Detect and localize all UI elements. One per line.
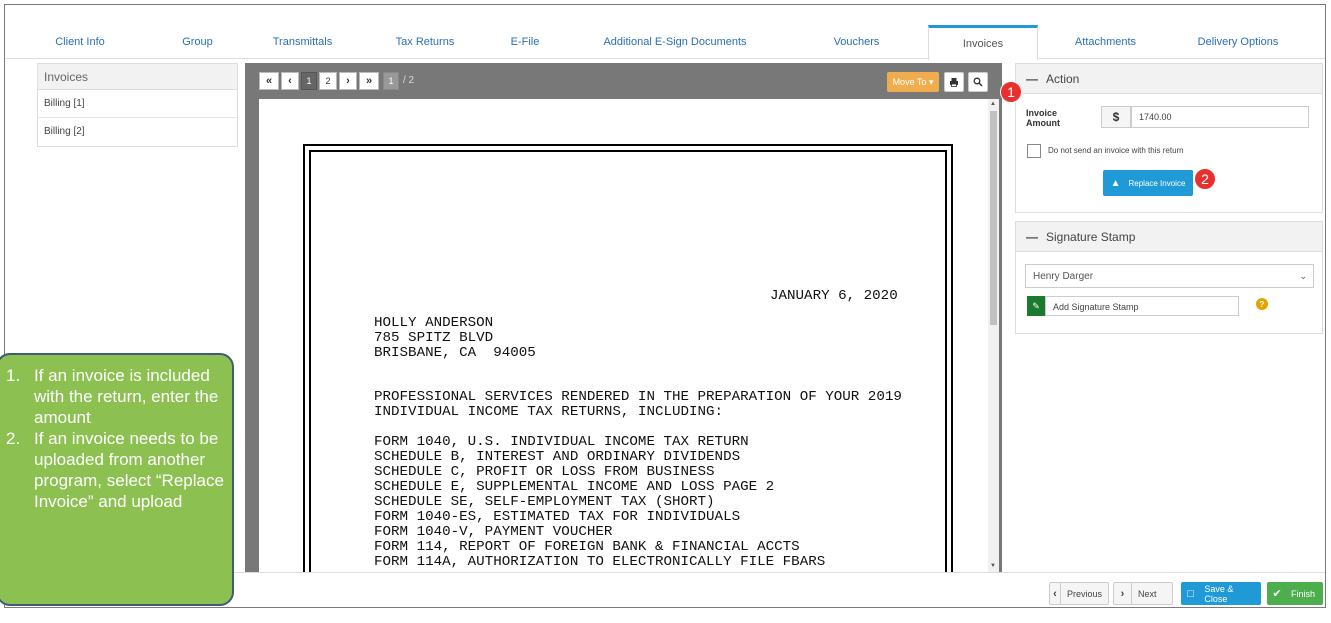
address-line: 785 SPITZ BLVD — [374, 330, 494, 346]
tab-delivery-options[interactable]: Delivery Options — [1197, 36, 1279, 48]
callout-step-text: If an invoice needs to be uploaded from another program, select “Replace Invoice” and upload — [34, 429, 224, 511]
no-invoice-label: Do not send an invoice with this return — [1048, 146, 1184, 155]
form-line: SCHEDULE SE, SELF-EMPLOYMENT TAX (SHORT) — [374, 494, 715, 510]
form-line: SCHEDULE E, SUPPLEMENTAL INCOME AND LOSS PAGE 2 — [374, 479, 775, 495]
document-viewer — [245, 63, 1002, 573]
next-page-button[interactable]: › — [339, 72, 357, 90]
action-panel-header[interactable] — [1016, 64, 1322, 94]
signature-title: Signature Stamp — [1046, 230, 1136, 244]
callout-step-number: 2. — [6, 429, 21, 448]
invoices-list-panel — [37, 63, 238, 147]
page-1-button[interactable]: 1 — [301, 72, 317, 90]
page-2-button[interactable]: 2 — [319, 72, 337, 90]
page-count: / 2 — [403, 75, 415, 86]
callout-step-text: If an invoice is included with the return, enter the amount — [34, 366, 219, 427]
signature-stamp-panel — [1015, 221, 1323, 334]
tab-client-info[interactable]: Client Info — [55, 36, 105, 48]
document-page — [259, 99, 999, 573]
form-line: SCHEDULE C, PROFIT OR LOSS FROM BUSINESS — [374, 464, 715, 480]
invoice-amount-input[interactable]: 1740.00 — [1131, 106, 1309, 128]
tab-vouchers[interactable]: Vouchers — [833, 36, 880, 48]
callout-step-2 — [2, 428, 228, 512]
scroll-up-icon[interactable]: ▲ — [990, 101, 996, 107]
tab-invoices[interactable]: Invoices — [928, 25, 1038, 60]
next-label: Next — [1138, 588, 1157, 599]
invoice-label-line: Invoice — [1026, 108, 1058, 118]
tab-attachments[interactable]: Attachments — [1074, 36, 1137, 48]
last-page-button[interactable]: » — [359, 72, 379, 90]
document-scrollbar[interactable] — [988, 99, 999, 573]
invoices-list-header: Invoices — [38, 64, 237, 90]
signature-panel-header[interactable] — [1016, 222, 1322, 252]
step-badge-1: 1 — [1000, 81, 1022, 103]
amount-label-line: Amount — [1026, 118, 1060, 128]
scroll-down-icon[interactable]: ▼ — [990, 563, 996, 569]
invoice-amount-label — [1026, 108, 1060, 128]
save-close-label: Save & Close — [1204, 583, 1234, 604]
previous-label: Previous — [1066, 588, 1102, 599]
currency-addon: $ — [1101, 106, 1131, 128]
form-line: SCHEDULE B, INTEREST AND ORDINARY DIVIDENDS — [374, 449, 741, 465]
action-title: Action — [1046, 72, 1080, 86]
list-item-billing-1[interactable]: Billing [1] — [38, 90, 237, 118]
chevron-down-icon: ⌄ — [1299, 271, 1307, 281]
tab-e-file[interactable]: E-File — [510, 36, 540, 48]
collapse-icon[interactable]: — — [1026, 230, 1038, 244]
invoice-document — [259, 99, 988, 570]
form-line: FORM 1040, U.S. INDIVIDUAL INCOME TAX RETURN — [374, 434, 749, 450]
replace-invoice-label: Replace Invoice — [1128, 178, 1186, 188]
finish-button[interactable] — [1267, 582, 1323, 605]
finish-label: Finish — [1291, 588, 1316, 599]
form-line: FORM 1040-V, PAYMENT VOUCHER — [374, 524, 613, 540]
check-icon: ✔ — [1272, 588, 1282, 600]
callout-step-number: 1. — [6, 366, 21, 385]
help-icon[interactable]: ? — [1256, 298, 1268, 310]
add-signature-stamp-field[interactable]: Add Signature Stamp — [1045, 296, 1239, 316]
form-line: FORM 1040-ES, ESTIMATED TAX FOR INDIVIDUALS — [374, 509, 741, 525]
collapse-icon[interactable]: — — [1026, 72, 1038, 86]
upload-user-icon: ▲ — [1110, 177, 1121, 189]
move-to-button[interactable]: Move To ▾ — [887, 72, 939, 92]
invoice-date: JANUARY 6, 2020 — [770, 288, 898, 304]
next-button[interactable] — [1113, 582, 1173, 605]
tab-tax-returns[interactable]: Tax Returns — [395, 36, 455, 48]
form-line: FORM 114, REPORT OF FOREIGN BANK & FINANCIAL ACCTS — [374, 539, 800, 555]
address-line: BRISBANE, CA 94005 — [374, 345, 536, 361]
viewer-toolbar — [245, 63, 1002, 97]
chevron-right-icon: › — [1114, 583, 1132, 604]
search-icon[interactable] — [968, 72, 988, 92]
address-line: HOLLY ANDERSON — [374, 315, 494, 331]
no-invoice-checkbox[interactable] — [1027, 144, 1041, 158]
tab-bar — [5, 25, 1325, 59]
page-number-input[interactable]: 1 — [383, 72, 399, 90]
intro-line: INDIVIDUAL INCOME TAX RETURNS, INCLUDING: — [374, 404, 724, 420]
signature-select[interactable] — [1025, 264, 1314, 288]
signature-selected-value: Henry Darger — [1033, 271, 1094, 282]
action-panel — [1015, 63, 1323, 213]
tab-transmittals[interactable]: Transmittals — [272, 36, 333, 48]
tab-group[interactable]: Group — [182, 36, 213, 48]
intro-line: PROFESSIONAL SERVICES RENDERED IN THE PREPARATION OF YOUR 2019 — [374, 389, 902, 405]
previous-button[interactable] — [1049, 582, 1109, 605]
save-close-button[interactable] — [1181, 582, 1261, 605]
form-line: FORM 114A, AUTHORIZATION TO ELECTRONICALLY FILE FBARS — [374, 554, 826, 570]
list-item-billing-2[interactable]: Billing [2] — [44, 126, 85, 137]
scroll-thumb[interactable] — [990, 111, 997, 325]
callout-step-1 — [2, 365, 228, 428]
step-badge-2: 2 — [1194, 168, 1216, 190]
instruction-callout — [0, 353, 234, 606]
save-icon: □ — [1187, 587, 1194, 600]
chevron-left-icon: ‹ — [1050, 583, 1061, 604]
replace-invoice-button[interactable] — [1103, 170, 1193, 196]
print-icon[interactable] — [944, 72, 964, 92]
tab-additional-e-sign[interactable]: Additional E-Sign Documents — [603, 36, 747, 48]
first-page-button[interactable]: « — [259, 72, 279, 90]
pencil-icon[interactable]: ✎ — [1027, 296, 1045, 316]
prev-page-button[interactable]: ‹ — [281, 72, 299, 90]
